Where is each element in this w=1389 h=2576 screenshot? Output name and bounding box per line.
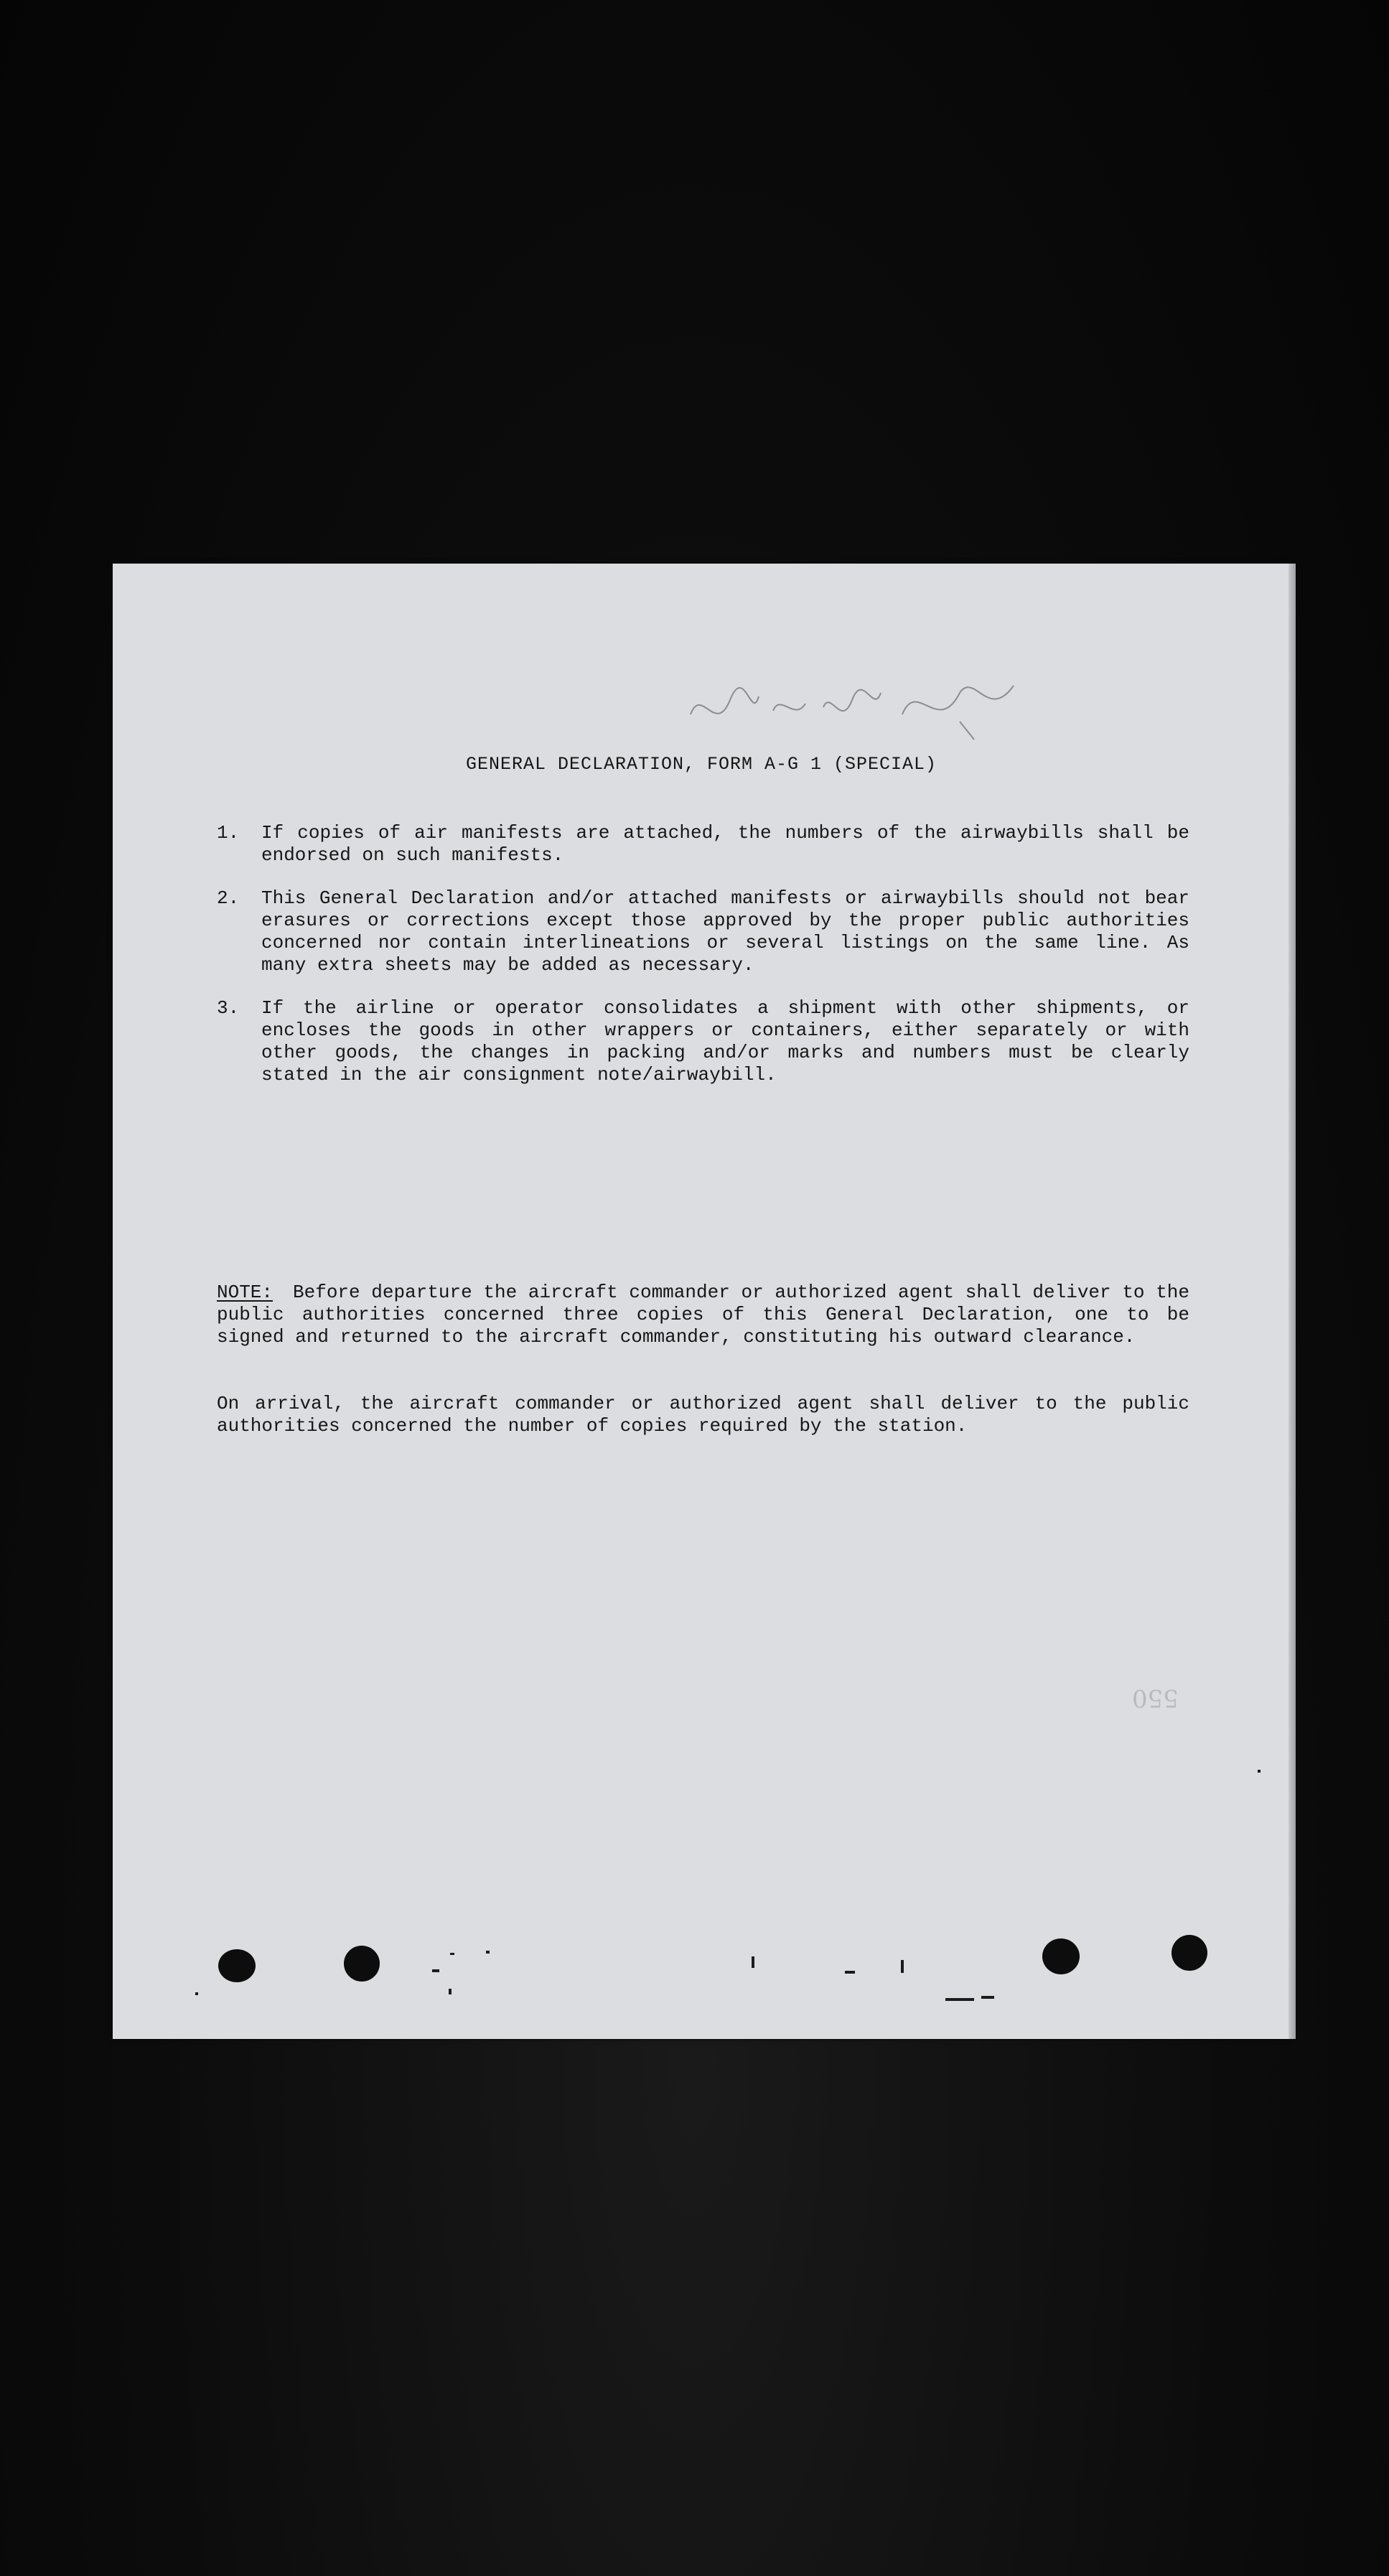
scan-speck	[450, 1953, 454, 1955]
item-number: 1.	[217, 822, 240, 844]
arrival-paragraph	[217, 1393, 1189, 1437]
scan-speck	[486, 1951, 490, 1954]
scan-speck	[981, 1996, 994, 1999]
handwritten-annotation	[687, 671, 1017, 750]
scan-speck	[752, 1956, 754, 1968]
arrival-text: On arrival, the aircraft commander or authorized agent shall deliver to the public authorities concerned the number of copies required by the station.	[217, 1393, 1189, 1437]
page-title: GENERAL DECLARATION, FORM A-G 1 (SPECIAL)	[465, 754, 937, 775]
item-text: If the airline or operator consolidates a shipment with other shipments, or encloses the goods in other wrappers or containers, either separately or with other goods, the changes in packing and/or marks and numbers must be clearly stated in the air consignment note/airwaybill.	[261, 997, 1189, 1086]
instruction-list	[217, 822, 1189, 1086]
note-paragraph	[217, 1282, 1189, 1348]
list-item	[217, 997, 1189, 1086]
scan-speck	[432, 1969, 439, 1972]
scan-speck	[901, 1960, 904, 1973]
item-text: If copies of air manifests are attached, the numbers of the airwaybills shall be endorsed on such manifests.	[261, 822, 1189, 866]
scan-speck	[449, 1989, 452, 1994]
faint-stamp-mark: 550	[1132, 1684, 1179, 1712]
note-text: Before departure the aircraft commander or authorized agent shall deliver to the public authorities concerned three copies of this General Declaration, one to be signed and returned to the aircraft commander, constituting his outward clearance.	[217, 1282, 1189, 1348]
scan-speck	[945, 1998, 974, 2001]
punch-hole	[1042, 1938, 1080, 1974]
scan-speck	[845, 1971, 855, 1974]
punch-hole	[218, 1949, 256, 1982]
scan-speck	[1258, 1770, 1261, 1773]
item-number: 3.	[217, 997, 240, 1019]
document-page	[113, 564, 1290, 2039]
list-item	[217, 822, 1189, 867]
list-item	[217, 887, 1189, 976]
punch-hole	[344, 1946, 380, 1982]
scan-speck	[195, 1992, 198, 1995]
item-text: This General Declaration and/or attached manifests or airwaybills should not bear erasures or corrections except those approved by the proper public authorities concerned nor contain interlineations or several listings on the same line. As many extra sheets may be added as necessary.	[261, 887, 1189, 976]
punch-hole	[1171, 1935, 1207, 1971]
page-edge	[1289, 564, 1296, 2039]
item-number: 2.	[217, 887, 240, 909]
note-label: NOTE:	[217, 1282, 273, 1303]
